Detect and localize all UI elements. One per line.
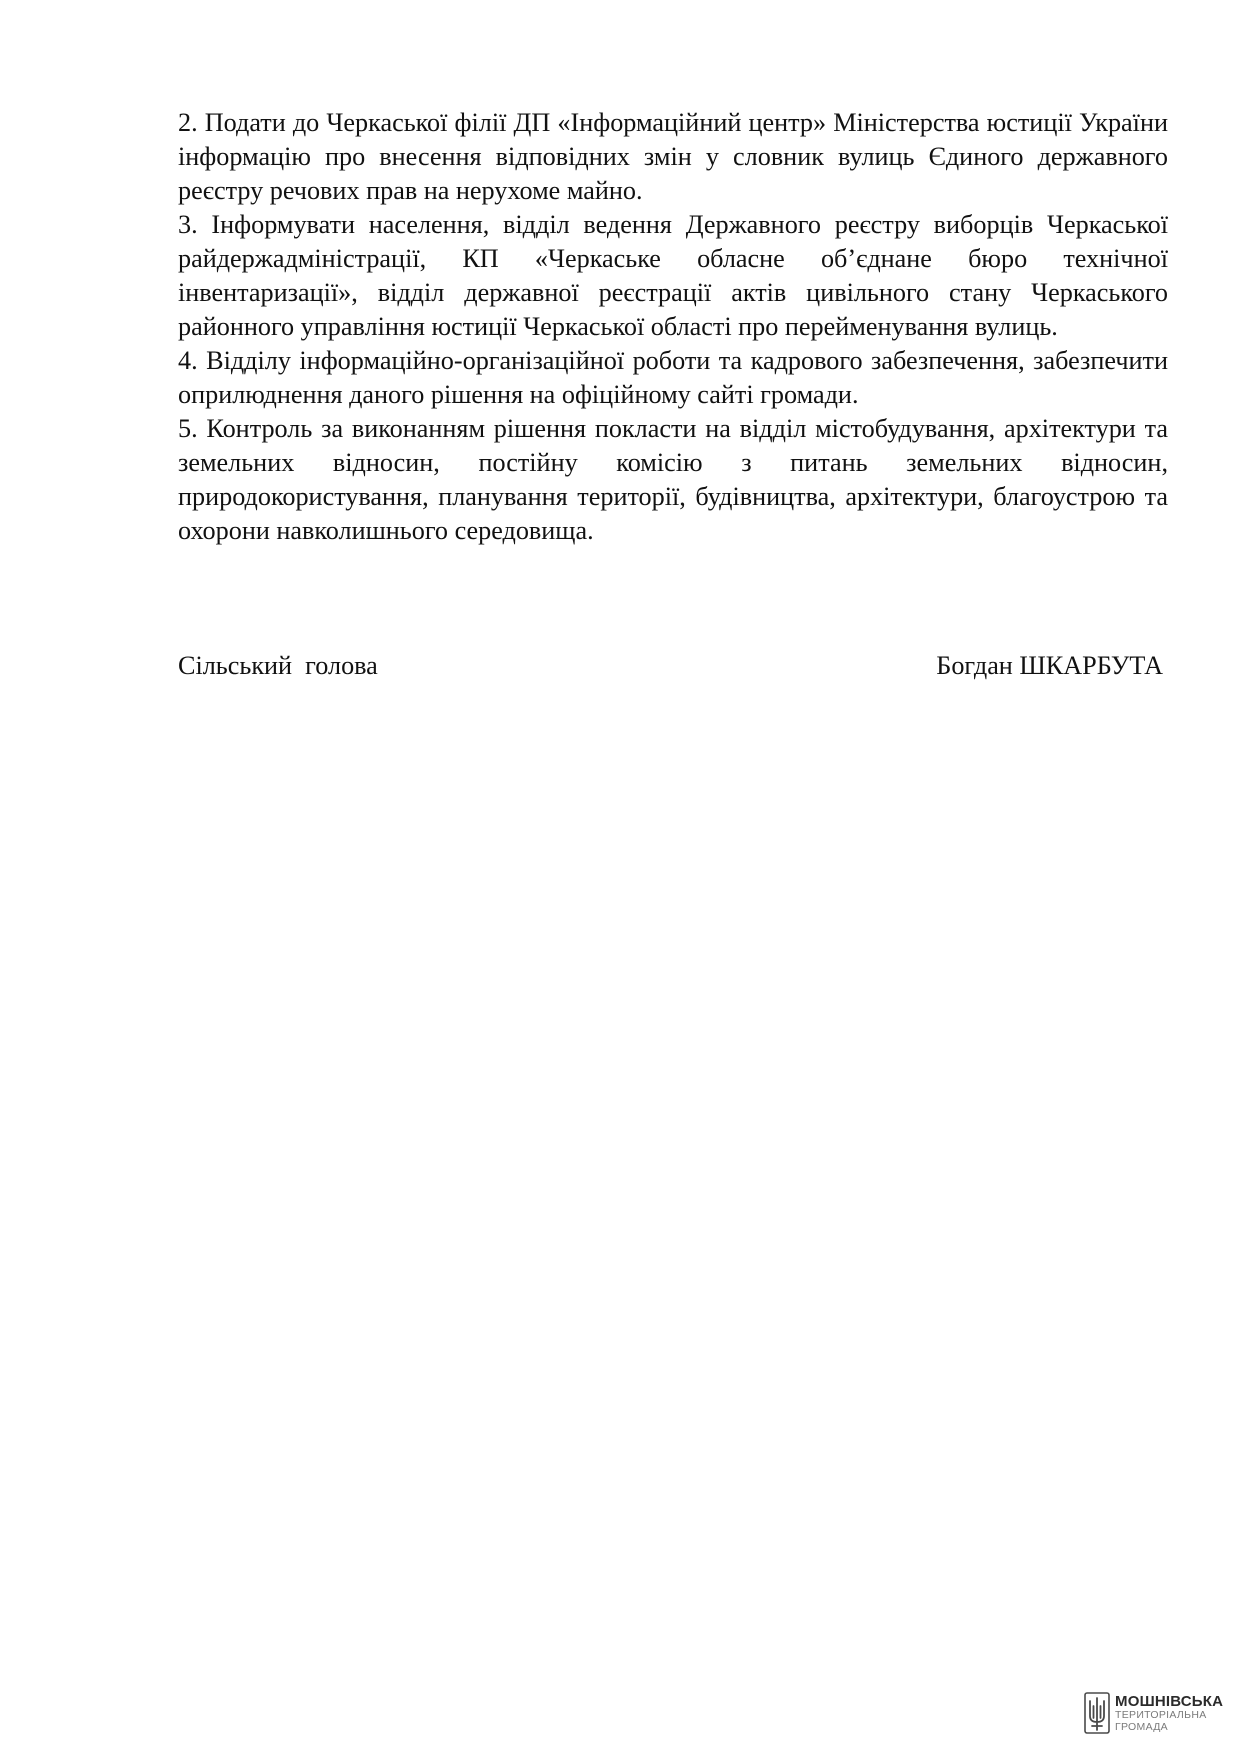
paragraph-3: 3. Інформувати населення, відділ ведення Державного реєстру виборців Черкаської райдержадміністрації, КП «Черкаське обласне об’єднане бюро технічної інвентаризації», відділ державної реєстрації актів цивільного стану Черкаського районного управління юстиції Черкаської області про перейменування вулиць. (178, 210, 1168, 341)
community-logo (1084, 1690, 1234, 1740)
logo-subtitle-2: ГРОМАДА (1115, 1721, 1168, 1733)
logo-caption (1115, 1694, 1223, 1733)
logo-title: МОШНІВСЬКА (1115, 1693, 1224, 1710)
paragraph-4: 4. Відділу інформаційно-організаційної роботи та кадрового забезпечення, забезпечити оприлюднення даного рішення на офіційному сайті громади. (178, 346, 1168, 409)
paragraph-2: 2. Подати до Черкаської філії ДП «Інформаційний центр» Міністерства юстиції України інформацію про внесення відповідних змін у словник вулиць Єдиного державного реєстру речових прав на нерухоме майно. (178, 108, 1168, 205)
signatory-name: Богдан ШКАРБУТА (936, 651, 1163, 680)
decision-body (178, 106, 1168, 548)
logo-subtitle-1: ТЕРИТОРІАЛЬНА (1115, 1709, 1207, 1721)
trident-icon (1084, 1692, 1110, 1734)
paragraph-5: 5. Контроль за виконанням рішення покласти на відділ містобудування, архітектури та земельних відносин, постійну комісію з питань земельних відносин, природокористування, планування території, будівництва, архітектури, благоустрою та охорони навколишнього середовища. (178, 414, 1168, 545)
signatory-position: Сільський голова (178, 651, 378, 680)
